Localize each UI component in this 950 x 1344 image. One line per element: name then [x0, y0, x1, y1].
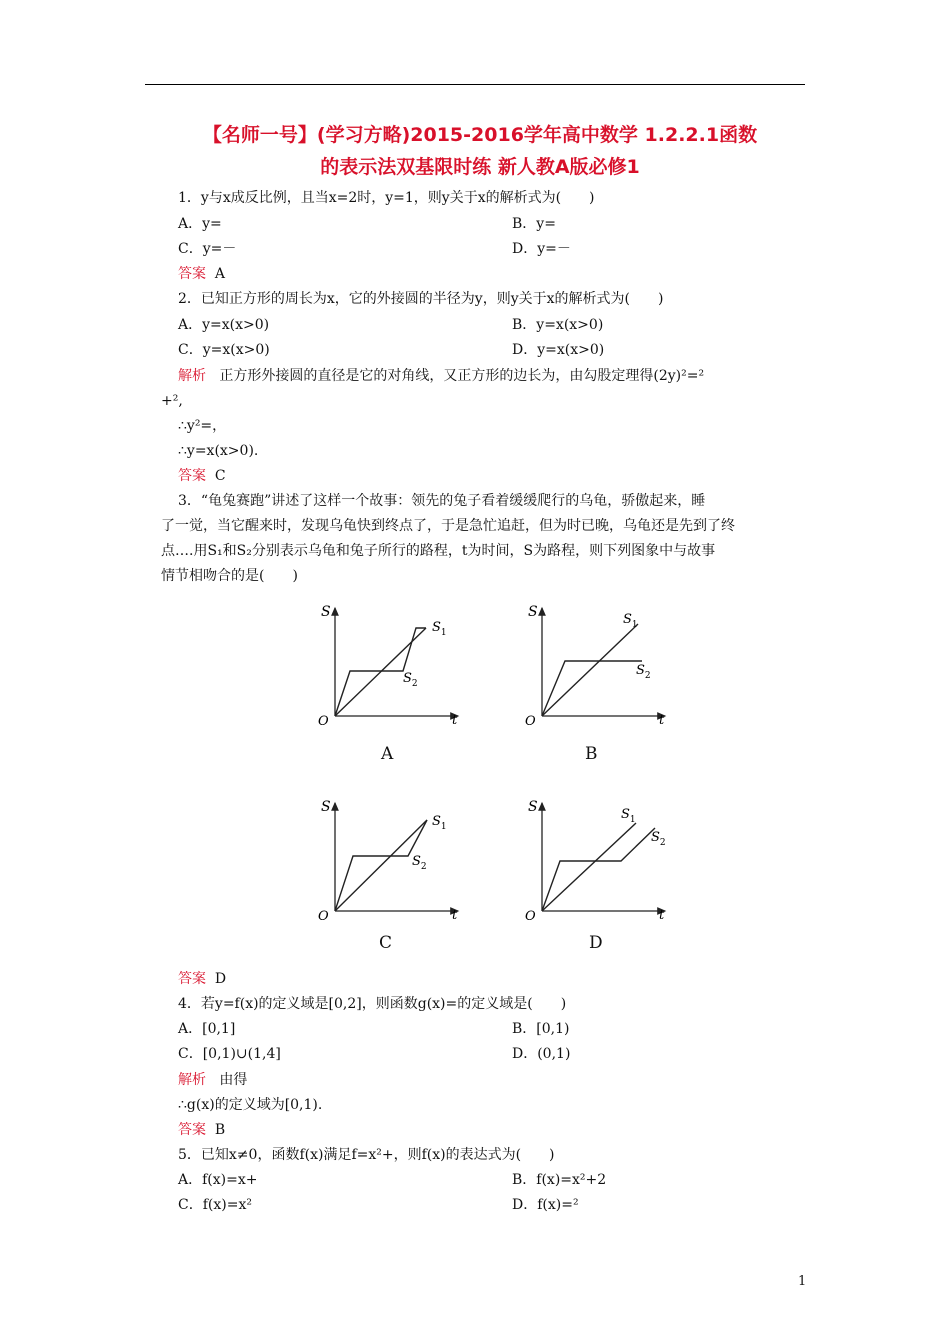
origin-label: O: [525, 714, 536, 729]
caption-b: B: [585, 744, 598, 764]
s2-line: [542, 828, 655, 911]
q4-answer: [178, 1120, 225, 1140]
s-axis-label: S: [528, 604, 538, 620]
s2-label: $S_2$: [651, 830, 666, 848]
t-axis-label: t: [452, 908, 458, 923]
page-number: 1: [798, 1274, 807, 1289]
graph-b: [515, 598, 675, 742]
analysis-label: 解析: [178, 368, 206, 384]
q1-option-a: A．y=: [178, 216, 222, 232]
q5-option-b: B．f(x)=x²+2: [512, 1172, 607, 1188]
analysis-text: 正方形外接圆的直径是它的对角线，又正方形的边长为，由勾股定理得(2y)²=²: [219, 368, 705, 384]
q1-option-d: D．y=－: [512, 241, 571, 257]
q2-analysis: [178, 366, 704, 386]
answer-label: 答案: [178, 1122, 206, 1138]
s1-line: [542, 624, 638, 716]
s-axis-label: S: [321, 799, 331, 815]
origin-label: O: [525, 909, 536, 924]
q4-option-c: C．[0,1)∪(1,4]: [178, 1046, 281, 1062]
q3-stem-line1: 3．“龟兔赛跑”讲述了这样一个故事：领先的兔子看着缓缓爬行的乌龟，骄傲起来，睡: [178, 493, 706, 509]
s2-line: [542, 661, 642, 716]
q4-analysis-line2: ∴g(x)的定义域为[0,1).: [178, 1097, 323, 1113]
q2-analysis-line4: ∴y=x(x>0).: [178, 443, 259, 459]
graph-d: [515, 793, 675, 937]
q5-option-c: C．f(x)=x²: [178, 1197, 252, 1213]
graph-c: [308, 793, 468, 937]
t-axis-label: t: [659, 908, 665, 923]
q3-stem-line2: 了一觉，当它醒来时，发现乌龟快到终点了，于是急忙追赶，但为时已晚，乌龟还是先到了终: [161, 518, 735, 534]
answer-value: C: [214, 468, 226, 484]
q2-analysis-line3: ∴y²=，: [178, 418, 227, 434]
q1-answer: [178, 264, 225, 284]
doc-title-line1: 【名师一号】(学习方略)2015-2016学年高中数学 1.2.2.1函数: [202, 124, 758, 146]
answer-value: A: [214, 266, 226, 282]
origin-label: O: [318, 714, 329, 729]
caption-d: D: [589, 933, 603, 953]
q2-analysis-line2: +²,: [161, 393, 183, 409]
q2-option-c: C．y=x(x>0): [178, 342, 270, 358]
q4-option-b: B．[0,1): [512, 1021, 570, 1037]
caption-c: C: [379, 933, 393, 953]
q3-answer: [178, 969, 226, 989]
answer-value: B: [214, 1122, 226, 1138]
q2-option-b: B．y=x(x>0): [512, 317, 604, 333]
q5-option-d: D．f(x)=²: [512, 1197, 579, 1213]
q1-option-c: C．y=－: [178, 241, 237, 257]
q4-analysis: [178, 1070, 247, 1090]
t-axis-label: t: [659, 713, 665, 728]
q1-option-b: B．y=: [512, 216, 556, 232]
caption-a: A: [381, 744, 394, 764]
s2-label: $S_2$: [636, 663, 651, 681]
answer-value: D: [214, 971, 227, 987]
q3-stem-line4: 情节相吻合的是( ): [161, 568, 298, 584]
answer-label: 答案: [178, 971, 206, 987]
q5-option-a: A．f(x)=x+: [178, 1172, 258, 1188]
q5-stem: 5．已知x≠0，函数f(x)满足f=x²+，则f(x)的表达式为( ): [178, 1147, 555, 1163]
answer-label: 答案: [178, 468, 206, 484]
graph-a: [308, 598, 468, 742]
q3-stem-line3: 点….用S₁和S₂分别表示乌龟和兔子所行的路程，t为时间，S为路程，则下列图象中与故事: [161, 543, 716, 559]
s1-label: $S_1$: [621, 807, 636, 825]
q2-answer: [178, 466, 226, 486]
analysis-label: 解析: [178, 1072, 206, 1088]
q1-stem: 1．y与x成反比例，且当x=2时，y=1，则y关于x的解析式为( ): [178, 190, 595, 206]
t-axis-label: t: [452, 713, 458, 728]
s1-label: $S_1$: [432, 814, 447, 832]
s1-line: [542, 823, 636, 911]
q4-option-a: A．[0,1]: [178, 1021, 236, 1037]
s2-label: $S_2$: [412, 854, 427, 872]
q2-option-a: A．y=x(x>0): [178, 317, 270, 333]
s1-label: $S_1$: [432, 620, 447, 638]
doc-title-line2: 的表示法双基限时练 新人教A版必修1: [320, 156, 640, 178]
s-axis-label: S: [528, 799, 538, 815]
header-rule: [145, 84, 805, 85]
origin-label: O: [318, 909, 329, 924]
s1-label: $S_1$: [623, 612, 638, 630]
q4-stem: 4．若y=f(x)的定义域是[0,2]，则函数g(x)=的定义域是( ): [178, 996, 567, 1012]
s-axis-label: S: [321, 604, 331, 620]
s2-label: $S_2$: [403, 671, 418, 689]
q2-option-d: D．y=x(x>0): [512, 342, 605, 358]
q4-option-d: D．(0,1): [512, 1046, 571, 1062]
q2-stem: 2．已知正方形的周长为x，它的外接圆的半径为y，则y关于x的解析式为( ): [178, 291, 664, 307]
analysis-text: 由得: [219, 1072, 248, 1088]
answer-label: 答案: [178, 266, 206, 282]
